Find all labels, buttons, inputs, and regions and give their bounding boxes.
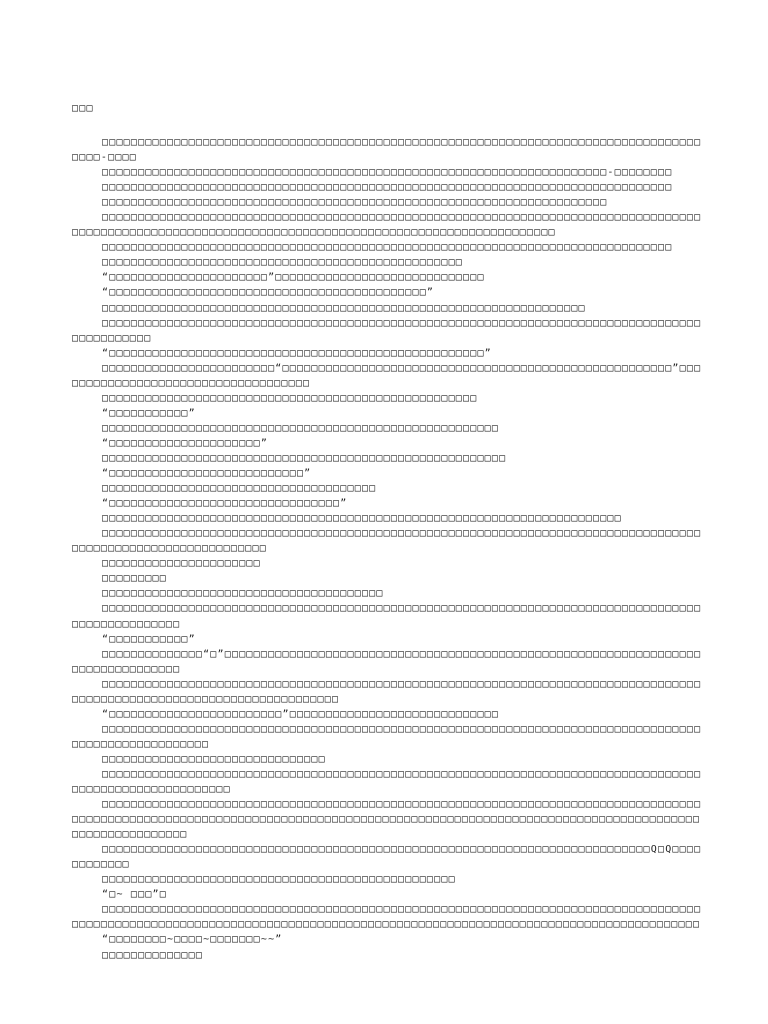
paragraph: □□□□□□□□□□□□□□□□□□□□□□□□□□□□□□□□□□□□□□□□□□□□□□□□□□□□□□□□□□□□□□□□□□□□□□□□□□□□□□□□□□□□□□□□□□□□□□□□□□□□□□□□□□□□□□□□□□□□□□□□□□□□□□□□□□□□□□□□□□□□□□□□□□□□□□	[72, 212, 702, 239]
paragraph: □□□□□□□□□□□□□□□□□□□□□□□□□□□□□□□□□□□□□□□□□□□□□□□□□□□□□□□□□□□□□□□□□□□□□□-□□□□□□□□	[102, 167, 673, 179]
paragraph: “□□□□□□□□□□□□□□□□□□□□□□□□□□□□□□□□□□□□□□□□□□□□□□□□□□□□”	[102, 347, 492, 359]
paragraph: □□□□□□□□□□□□□□□□□□□□□□□□□□□□□□□□□□□□□□□□□□□□□□□□□□□□□□□□□□□□□□□□□□□□□□□□□□□□□□□□□□□□□□□□□□□□□□□□□□□□□□□□□□□□□□□□□□□□□□□□□□□□□□□□□□□□□□□□□□□□□□□□□□□□□□□□□□□□□□□□□□□□□□□□□□	[72, 904, 702, 931]
paragraph: “□□□□□□□□□□□□□□□□□□□□□□□□”□□□□□□□□□□□□□□□□□□□□□□□□□□□□□	[102, 708, 500, 720]
paragraph: “□□□□□□□□□□□□□□□□□□□□□”	[102, 437, 269, 449]
paragraph: □□□□□□□□□□□□□□□□□□□□□□□□“□□□□□□□□□□□□□□□□□□□□□□□□□□□□□□□□□□□□□□□□□□□□□□□□□□□□□□”□□□□□□□□□□□□□□□□□□□□□□□□□□□□□□□□□□□□	[72, 362, 702, 389]
paragraph: □□□□□□□□□□□□□□□□□□□□□□□□□□□□□□□□□□□□□□□□□□□□□□□□□□□□□□□□□□□□□□□□□□□□□□□□□□□□□□□□□□□□□□□□□□□□□□□□□□□□□□□□□□□□□□	[72, 528, 702, 555]
document-heading: □□□	[72, 103, 94, 114]
paragraph: □□□□□□□□□□□□□□□□□□□□□□□□□□□□□□□□□□□□□□□□□□□□□□□□□□□□□□□	[102, 422, 500, 434]
paragraph: □□□□□□□□□□□□□□□□□□□□□□□□□□□□□□□□□□□□□□□□□□□□□□□□□□□□□□□□□□□□□□□□□□□□□□□□□□□□□□□□□□□□□□□□□□□□□□□□□□□□□□	[72, 723, 702, 750]
paragraph: □□□□□□□□□□□□□□□□□□□□□□□□□□□□□□□□□□□□□□□□□□□□□□□□□□□□□□□□□□□□□□□□□□□□□□□□□□□□□□□□□□□□□□□□□□□□□□□□□□□□□□□□□	[72, 768, 702, 796]
paragraph: □□□□□□□□□□□□□□□□□□□□□□□□□□□□□□□□□□□□□□□□□□□□□□□□□□□□□□□□□□□□□□□□□□□□□□□□□□□□□□□	[102, 182, 673, 194]
paragraph: “□□□□□□□□~□□□□~□□□□□□□~~”	[102, 934, 283, 946]
paragraph: □□□□□□□□□□□□□□□□□□□□□□	[102, 558, 261, 570]
paragraph: “□□□□□□□□□□□□□□□□□□□□□□□□□□□□□□□□□□□□□□□□□□□□”	[102, 287, 435, 299]
paragraph: □□□□□□□□□□□□□□□□□□□□□□□□□□□□□□□□□□□□□□	[102, 483, 377, 495]
paragraph: □□□□□□□□□□□□□□“□”□□□□□□□□□□□□□□□□□□□□□□□□□□□□□□□□□□□□□□□□□□□□□□□□□□□□□□□□□□□□□□□□□□□□□□□□□□□□□□□□□	[72, 648, 702, 675]
paragraph: □□□□□□□□□	[102, 573, 167, 585]
paragraph: “□~ □□□”□	[102, 889, 167, 901]
document-body	[72, 103, 704, 963]
paragraph: □□□□□□□□□□□□□□□□□□□□□□□□□□□□□□□□□□□□□□□□□□□□□□□□□□□□□□□□□□□□□□□□□□□□□□□□□□□□□□□□□□□□□□□□□□□□□□□□□□□□□□□□□□□□□□□□□□□□□□□□	[72, 678, 702, 705]
paragraph: □□□□□□□□□□□□□□□□□□□□□□□□□□□□□□□□□□□□□□□□□□□□□□□□□□□□□□□□□□□□□□□□□□□□□□□□□□□□□□□	[102, 242, 673, 254]
paragraph: “□□□□□□□□□□□□□□□□□□□□□□□□□□□□□□□□”	[102, 498, 348, 510]
paragraph: □□□□□□□□□□□□□□□□□□□□□□□□□□□□□□□□□□□□□□□□□□□□□□□□□□□□□□□□□□□□□□□□□□□□□□□□□□□□□□□□□□□□□□□□□□□□□□□□□□□□□□□□□□□□□□□□□□□□□□□□□□□□□□□□□□□□□□□□□□□□□□□□□□□□□□□□□□□□□□□□□□□□□□□□□□□□□□□□□□□□□□□□□□	[72, 799, 702, 841]
paragraph: □□□□□□□□□□□□□□□□□□□□□□□□□□□□□□□□□□□□□□□□□□□□□□□□□□□□□□□□	[102, 452, 507, 464]
paragraph: “□□□□□□□□□□□□□□□□□□□□□□□□□□□”	[102, 468, 312, 480]
paragraph: □□□□□□□□□□□□□□□□□□□□□□□□□□□□□□□□□□□□□□□□□□□□□□□□□□□□□□□□□□□□□□□□□□□□□□□□□□□□Q□Q□□□□□□□□□□□□	[72, 844, 702, 871]
paragraph: □□□□□□□□□□□□□□□□□□□□□□□□□□□□□□□□□□□□□□□□□□□□□□□□□□□□□□□□□□□□□□□□□□□□□□	[102, 197, 608, 209]
paragraph: “□□□□□□□□□□□”	[102, 633, 196, 645]
paragraph: □□□□□□□□□□□□□□□□□□□□□□□□□□□□□□□□□□□□□□□□□□□□□□□□□□□□□□□□□□□□□□□□□□□□□□□□□□□□□□□□□□□□□□□□□□□□□□□□□□	[72, 603, 702, 630]
paragraph: □□□□□□□□□□□□□□□□□□□□□□□□□□□□□□□□□□□□□□□□□□□□□□□□□□□□□□□□□□□□□□□□□□□□□□□□	[102, 513, 622, 525]
paragraph: □□□□□□□□□□□□□□□□□□□□□□□□□□□□□□□□□□□□□□□	[102, 588, 384, 600]
paragraph: □□□□□□□□□□□□□□□□□□□□□□□□□□□□□□□□□□□□□□□□□□□□□□□□□	[102, 874, 456, 886]
paragraph: “□□□□□□□□□□□□□□□□□□□□□□”□□□□□□□□□□□□□□□□□□□□□□□□□□□□□	[102, 272, 485, 284]
paragraph: □□□□□□□□□□□□□□□□□□□□□□□□□□□□□□□□□□□□□□□□□□□□□□□□□□□□□□□□□□□□□□□□□□□□□□□□□□□□□□□□□□□□□□□□□□□□□□	[72, 317, 702, 344]
paragraph: □□□□□□□□□□□□□□□□□□□□□□□□□□□□□□□□□□□□□□□□□□□□□□□□□□	[102, 257, 464, 269]
paragraph-list	[72, 135, 704, 963]
paragraph: “□□□□□□□□□□□”	[102, 407, 196, 419]
paragraph: □□□□□□□□□□□□□□□□□□□□□□□□□□□□□□□□□□□□□□□□□□□□□□□□□□□□	[102, 392, 478, 404]
paragraph: □□□□□□□□□□□□□□□□□□□□□□□□□□□□□□□□□□□□□□□□□□□□□□□□□□□□□□□□□□□□□□□□□□□□□□□□□□□□□□□□□□□□□□□-□□□□	[72, 137, 702, 164]
paragraph: □□□□□□□□□□□□□□□□□□□□□□□□□□□□□□□□□□□□□□□□□□□□□□□□□□□□□□□□□□□□□□□□□□□	[102, 302, 586, 314]
paragraph: □□□□□□□□□□□□□□	[102, 949, 204, 961]
paragraph: □□□□□□□□□□□□□□□□□□□□□□□□□□□□□□□	[102, 753, 326, 765]
